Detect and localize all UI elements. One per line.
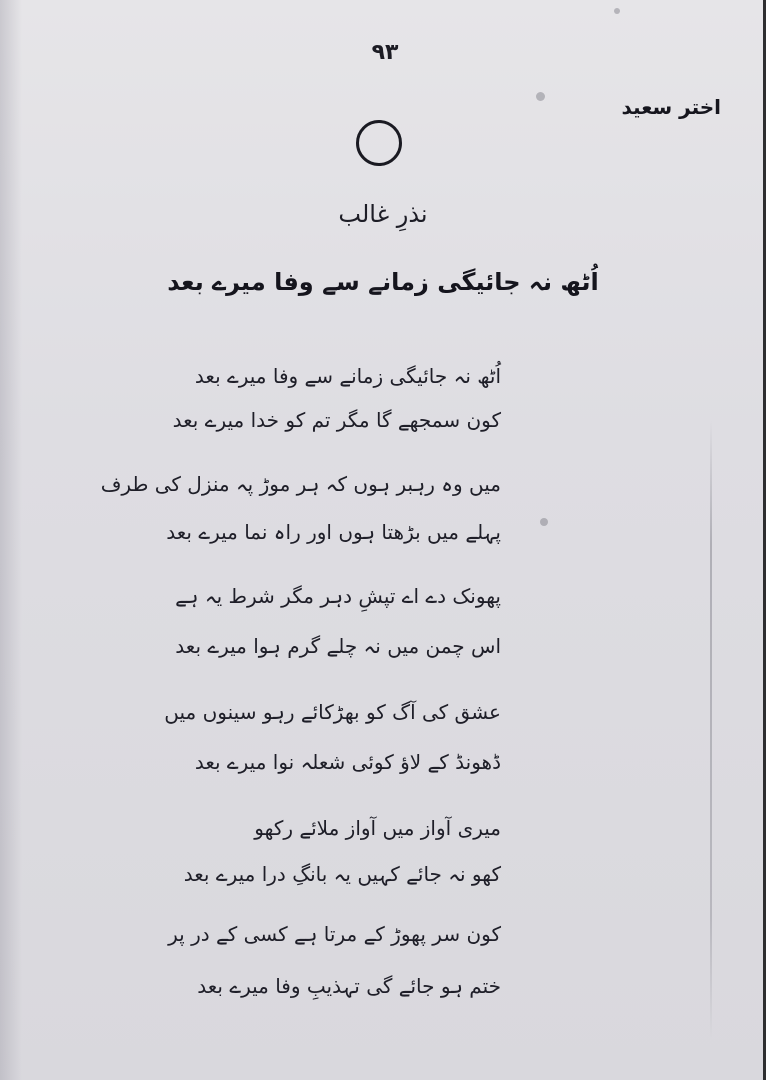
paper-speck — [540, 518, 548, 526]
author-name: اختر سعید — [621, 95, 721, 119]
poem-subtitle: نذرِ غالب — [338, 200, 428, 228]
verse-line-3: میں وہ رہبر ہوں کہ ہر موڑ پہ منزل کی طرف — [100, 472, 501, 496]
circle-ornament — [356, 120, 402, 166]
page-number: ۹۳ — [371, 40, 399, 65]
poem-title: اُٹھ نہ جائیگی زمانے سے وفا میرے بعد — [167, 268, 599, 296]
paper-speck — [614, 8, 620, 14]
verse-line-7: عشق کی آگ کو بھڑکائے رہو سینوں میں — [164, 700, 501, 724]
paper-speck — [536, 92, 545, 101]
verse-line-10: کھو نہ جائے کہیں یہ بانگِ درا میرے بعد — [183, 862, 501, 886]
verse-line-5: پھونک دے اے تپشِ دہر مگر شرط یہ ہے — [175, 584, 501, 608]
margin-rule — [710, 420, 712, 1040]
verse-line-11: کون سر پھوڑ کے مرتا ہے کسی کے در پر — [168, 922, 501, 946]
verse-line-12: ختم ہو جائے گی تہذیبِ وفا میرے بعد — [197, 974, 501, 998]
verse-line-1: اُٹھ نہ جائیگی زمانے سے وفا میرے بعد — [194, 364, 501, 388]
verse-line-8: ڈھونڈ کے لاؤ کوئی شعلہ نوا میرے بعد — [194, 750, 501, 774]
verse-line-4: پہلے میں بڑھتا ہوں اور راہ نما میرے بعد — [166, 520, 501, 544]
verse-line-9: میری آواز میں آواز ملائے رکھو — [254, 816, 501, 840]
page-edge-shadow — [0, 0, 22, 1080]
verse-line-2: کون سمجھے گا مگر تم کو خدا میرے بعد — [172, 408, 501, 432]
verse-line-6: اس چمن میں نہ چلے گرم ہوا میرے بعد — [175, 634, 501, 658]
